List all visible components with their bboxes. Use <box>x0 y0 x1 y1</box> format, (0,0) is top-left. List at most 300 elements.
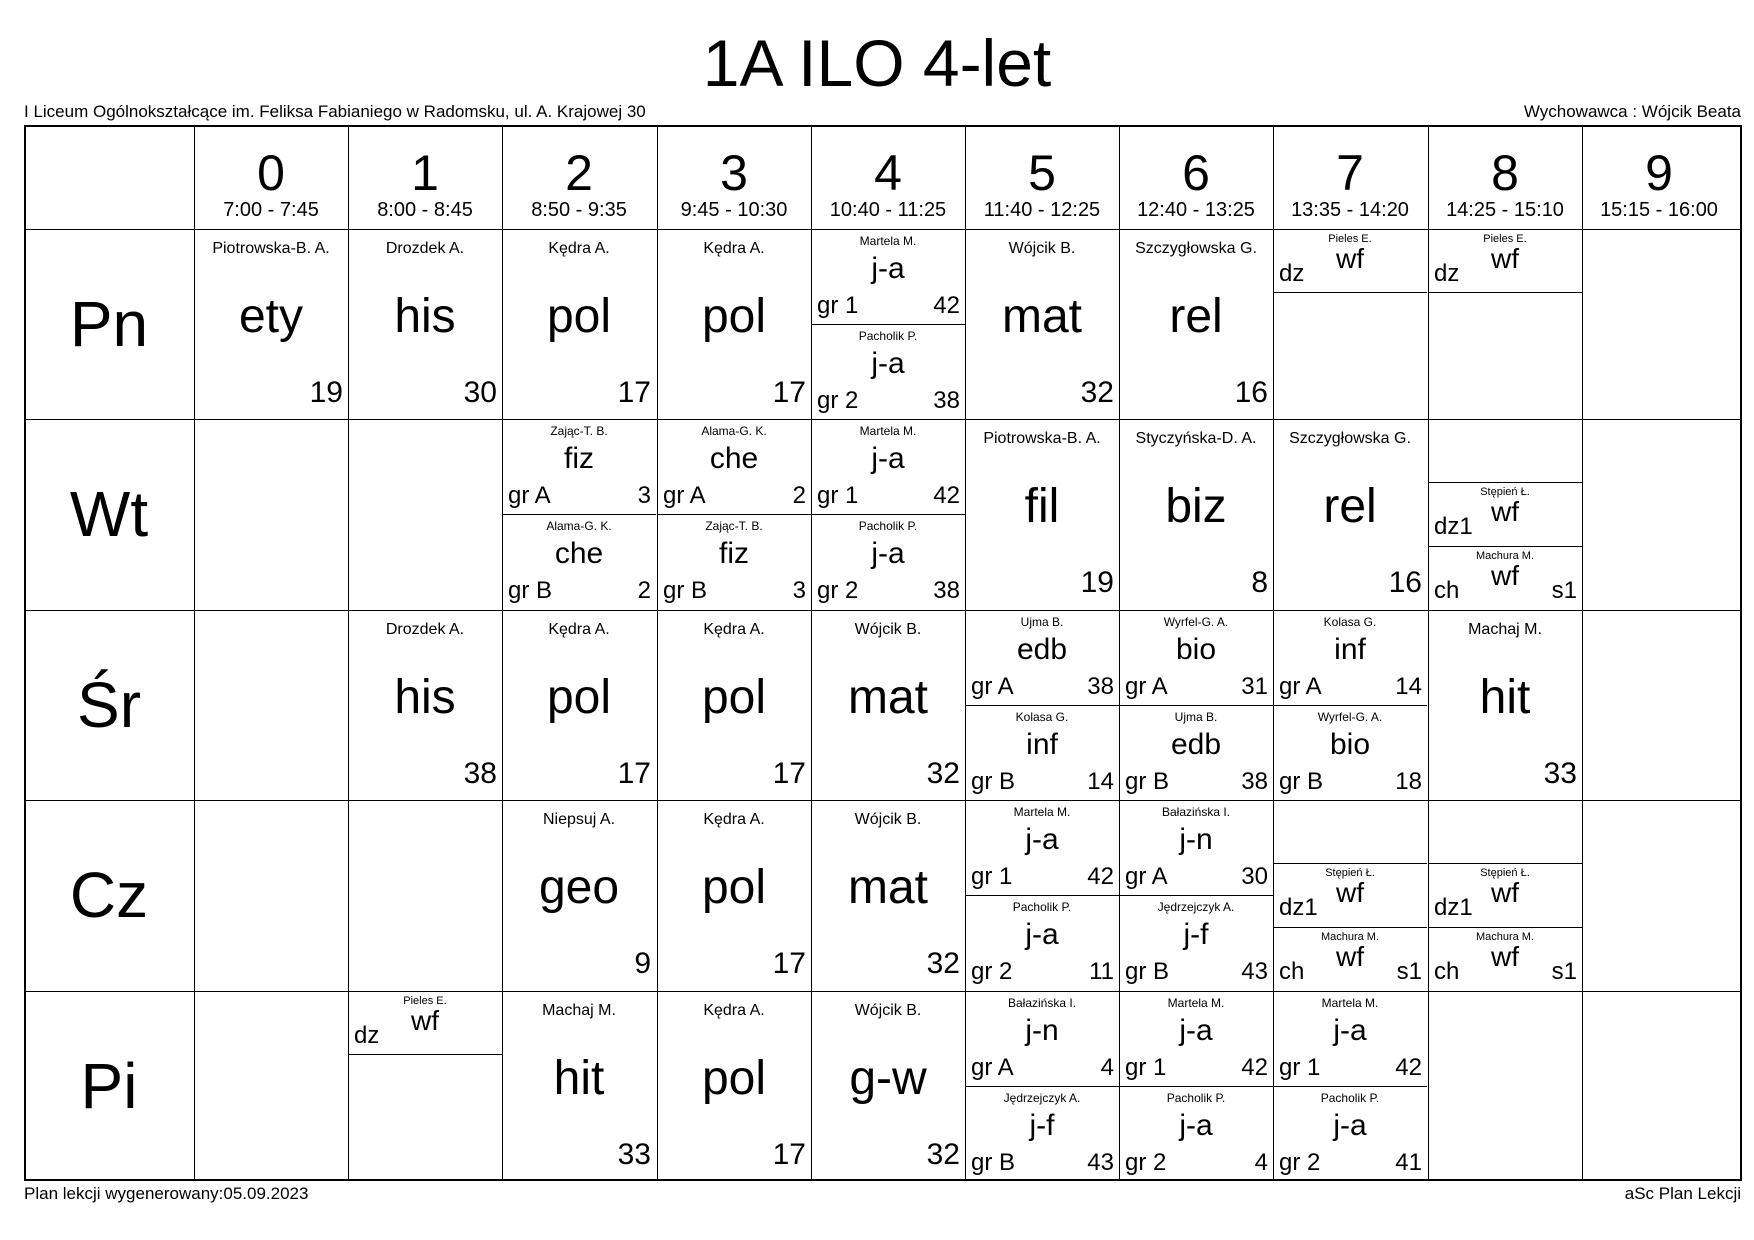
subject-code: wf <box>1491 877 1519 908</box>
subject-code: wf <box>1336 243 1364 274</box>
group-label: gr B <box>971 768 1016 795</box>
group-label: dz <box>1279 260 1305 287</box>
subject-code: wf <box>1491 941 1519 972</box>
lesson-cell <box>811 610 965 800</box>
day-label: Śr <box>77 669 141 741</box>
room-number: 9 <box>634 947 651 980</box>
lesson-half <box>1119 800 1273 895</box>
group-label: gr 1 <box>817 482 859 509</box>
cell-divider <box>965 895 1119 896</box>
subject-code: mat <box>1001 290 1082 343</box>
subject-code: j-n <box>1179 823 1213 856</box>
lesson-half <box>965 991 1119 1086</box>
cell-divider <box>965 705 1119 706</box>
lesson-quarter <box>348 991 502 1054</box>
room-number: 17 <box>617 757 651 790</box>
room-number: 17 <box>772 376 806 409</box>
lesson-block <box>811 991 965 1181</box>
room-number: 8 <box>1251 566 1268 599</box>
subject-code: pol <box>546 671 612 724</box>
teacher-name: Wyrfel-G. A. <box>1163 615 1229 629</box>
cell-divider <box>1428 292 1582 293</box>
room-number: 38 <box>463 757 497 790</box>
teacher-name: Kędra A. <box>703 240 765 257</box>
period-number: 7 <box>1336 145 1364 201</box>
room-number: 19 <box>1080 566 1114 599</box>
room-number: 14 <box>1087 768 1114 795</box>
lesson-cell <box>1273 419 1427 609</box>
period-time: 11:40 - 12:25 <box>983 199 1101 221</box>
lesson-cell <box>1428 610 1582 800</box>
room-number: 4 <box>1254 1149 1268 1176</box>
subject-code: pol <box>546 290 612 343</box>
teacher-name: Alama-G. K. <box>701 424 767 438</box>
group-label: gr 2 <box>1125 1149 1167 1176</box>
lesson-cell <box>348 229 502 419</box>
lesson-block <box>657 610 811 800</box>
subject-code: fiz <box>564 442 594 475</box>
room-number: 38 <box>933 387 960 414</box>
subject-code: mat <box>847 671 928 724</box>
subject-code: inf <box>1026 728 1058 761</box>
teacher-name: Wójcik B. <box>854 811 922 828</box>
group-label: dz <box>354 1022 380 1049</box>
lesson-cell <box>502 610 656 800</box>
lesson-cell <box>348 610 502 800</box>
lesson-cell <box>1428 419 1582 609</box>
teacher-name: Zając-T. B. <box>550 424 608 438</box>
period-time: 15:15 - 16:00 <box>1600 199 1718 221</box>
lesson-block <box>657 991 811 1181</box>
lesson-cell <box>502 419 656 609</box>
subject-code: rel <box>1323 480 1377 533</box>
group-label: gr B <box>1125 768 1170 795</box>
lesson-block <box>1273 419 1427 609</box>
teacher-name: Martela M. <box>859 234 917 248</box>
teacher-name: Piotrowska-B. A. <box>983 430 1101 447</box>
subject-code: wf <box>1336 941 1364 972</box>
subject-code: j-n <box>1025 1014 1059 1047</box>
room-number: 3 <box>792 577 806 604</box>
lesson-cell <box>502 229 656 419</box>
lesson-half <box>811 419 965 514</box>
teacher-name: Szczygłowska G. <box>1135 240 1257 257</box>
teacher-name: Kolasa G. <box>1015 710 1069 724</box>
teacher-name: Szczygłowska G. <box>1289 430 1411 447</box>
subject-code: fil <box>1024 480 1060 533</box>
lesson-cell <box>348 991 502 1181</box>
day-label: Wt <box>69 478 149 550</box>
teacher-name: Pieles E. <box>403 995 447 1007</box>
period-header <box>1428 125 1582 229</box>
lesson-cell <box>1273 610 1427 800</box>
teacher-name: Bałazińska I. <box>1007 996 1077 1010</box>
teacher-name: Wójcik B. <box>1008 240 1076 257</box>
class-tutor: Wychowawca : Wójcik Beata <box>1523 102 1741 121</box>
period-header <box>194 125 348 229</box>
period-number: 6 <box>1182 145 1210 201</box>
subject-code: biz <box>1165 480 1227 533</box>
lesson-half <box>965 895 1119 990</box>
room-number: 42 <box>1087 863 1114 890</box>
subject-code: j-f <box>1029 1109 1055 1142</box>
cell-divider <box>1119 1086 1273 1087</box>
cell-divider <box>1273 927 1427 928</box>
group-label: gr B <box>1125 958 1170 985</box>
day-label: Pi <box>80 1050 138 1122</box>
lesson-cell <box>1119 229 1273 419</box>
room-number: 30 <box>1241 863 1268 890</box>
cell-divider <box>502 514 656 515</box>
lesson-quarter <box>1428 927 1582 990</box>
lesson-block <box>1119 229 1273 419</box>
lesson-block <box>348 610 502 800</box>
lesson-quarter <box>1273 927 1427 990</box>
room-number: 31 <box>1241 673 1268 700</box>
teacher-name: Martela M. <box>859 424 917 438</box>
room-number: 42 <box>1395 1054 1422 1081</box>
subject-code: g-w <box>849 1052 927 1105</box>
subject-code: hit <box>1479 671 1531 724</box>
lesson-cell <box>502 991 656 1181</box>
teacher-name: Ujma B. <box>1174 710 1218 724</box>
lesson-quarter <box>1428 863 1582 926</box>
lesson-block <box>811 800 965 990</box>
subject-code: his <box>394 671 456 724</box>
room-number: 38 <box>1241 768 1268 795</box>
room-number: 16 <box>1234 376 1268 409</box>
lesson-block <box>194 229 348 419</box>
room-number: 17 <box>772 1138 806 1171</box>
group-label: gr B <box>663 577 708 604</box>
room-number: 33 <box>1543 757 1577 790</box>
school-name: I Liceum Ogólnokształcące im. Feliksa Fabianiego w Radomsku, ul. A. Krajowej 30 <box>24 102 646 121</box>
empty-slot <box>1428 419 1582 482</box>
lesson-half <box>1119 895 1273 990</box>
lesson-cell <box>1119 800 1273 990</box>
cell-divider <box>1119 705 1273 706</box>
lesson-cell <box>657 610 811 800</box>
room-number: 43 <box>1087 1149 1114 1176</box>
generator-brand: aSc Plan Lekcji <box>1624 1184 1741 1203</box>
lesson-cell <box>811 800 965 990</box>
lesson-block <box>965 229 1119 419</box>
lesson-cell <box>1428 229 1582 419</box>
teacher-name: Pieles E. <box>1328 233 1372 245</box>
lesson-block <box>657 229 811 419</box>
group-label: dz1 <box>1434 894 1473 921</box>
lesson-cell <box>194 229 348 419</box>
lesson-block <box>502 610 656 800</box>
group-label: gr 2 <box>817 387 859 414</box>
subject-code: j-a <box>871 537 905 570</box>
day-label: Pn <box>69 288 149 360</box>
subject-code: mat <box>847 861 928 914</box>
teacher-name: Wójcik B. <box>854 621 922 638</box>
subject-code: rel <box>1169 290 1223 343</box>
period-header <box>348 125 502 229</box>
lesson-cell <box>657 419 811 609</box>
lesson-quarter <box>1273 229 1427 292</box>
lesson-quarter <box>1428 482 1582 545</box>
teacher-name: Pacholik P. <box>858 519 918 533</box>
subject-code: j-a <box>1179 1014 1213 1047</box>
group-label: gr A <box>1125 863 1168 890</box>
room-number: 2 <box>637 577 651 604</box>
empty-slot <box>1428 800 1582 863</box>
teacher-name: Zając-T. B. <box>705 519 763 533</box>
room-number: 41 <box>1395 1149 1422 1176</box>
subject-code: hit <box>553 1052 605 1105</box>
lesson-block <box>811 610 965 800</box>
empty-slot <box>1273 800 1427 863</box>
teacher-name: Drozdek A. <box>385 621 465 638</box>
room-number: 32 <box>926 1138 960 1171</box>
lesson-cell <box>657 991 811 1181</box>
group-label: gr 2 <box>817 577 859 604</box>
group-label: gr A <box>971 1054 1014 1081</box>
lesson-half <box>1119 991 1273 1086</box>
period-number: 1 <box>411 145 439 201</box>
lesson-half <box>965 800 1119 895</box>
teacher-name: Machaj M. <box>542 1002 616 1019</box>
group-label: dz1 <box>1434 513 1473 540</box>
lesson-half <box>1119 610 1273 705</box>
teacher-name: Machaj M. <box>1468 621 1542 638</box>
teacher-name: Stępień Ł. <box>1480 486 1530 498</box>
group-label: gr B <box>508 577 553 604</box>
subject-code: j-a <box>1179 1109 1213 1142</box>
lesson-quarter <box>1428 546 1582 609</box>
period-number: 3 <box>720 145 748 201</box>
lesson-cell <box>965 229 1119 419</box>
subject-code: wf <box>1336 877 1364 908</box>
group-label: gr B <box>1279 768 1324 795</box>
room-number: 18 <box>1395 768 1422 795</box>
teacher-name: Drozdek A. <box>385 240 465 257</box>
lesson-half <box>657 514 811 609</box>
group-label: dz1 <box>1279 894 1318 921</box>
lesson-block <box>657 800 811 990</box>
period-header <box>502 125 656 229</box>
lesson-cell <box>1428 800 1582 990</box>
subject-code: bio <box>1175 633 1217 666</box>
teacher-name: Ujma B. <box>1020 615 1064 629</box>
teacher-name: Wyrfel-G. A. <box>1317 710 1383 724</box>
cell-divider <box>1273 705 1427 706</box>
lesson-block <box>502 991 656 1181</box>
group-label: ch <box>1434 577 1460 604</box>
teacher-name: Kędra A. <box>703 811 765 828</box>
subject-code: wf <box>1491 560 1519 591</box>
subject-code: j-f <box>1183 918 1209 951</box>
teacher-name: Pacholik P. <box>1012 900 1072 914</box>
subject-code: wf <box>1491 496 1519 527</box>
subject-code: edb <box>1016 633 1068 666</box>
teacher-name: Kolasa G. <box>1323 615 1377 629</box>
room-number: 17 <box>772 757 806 790</box>
period-time: 14:25 - 15:10 <box>1446 199 1564 221</box>
lesson-half <box>1119 705 1273 800</box>
subject-code: his <box>394 290 456 343</box>
lesson-cell <box>1273 229 1427 419</box>
subject-code: che <box>709 442 759 475</box>
lesson-half <box>811 324 965 419</box>
group-label: gr B <box>971 1149 1016 1176</box>
teacher-name: Piotrowska-B. A. <box>212 240 330 257</box>
teacher-name: Jędrzejczyk A. <box>1157 900 1235 914</box>
teacher-name: Pacholik P. <box>1166 1091 1226 1105</box>
period-header <box>811 125 965 229</box>
period-number: 0 <box>257 145 285 201</box>
lesson-cell <box>502 800 656 990</box>
group-label: gr 1 <box>1125 1054 1167 1081</box>
subject-code: pol <box>701 290 767 343</box>
cell-divider <box>811 514 965 515</box>
room-number: 42 <box>933 482 960 509</box>
room-number: 43 <box>1241 958 1268 985</box>
teacher-name: Pacholik P. <box>858 329 918 343</box>
cell-divider <box>1428 863 1582 864</box>
lesson-cell <box>965 800 1119 990</box>
lesson-half <box>1273 705 1427 800</box>
subject-code: edb <box>1170 728 1222 761</box>
teacher-name: Martela M. <box>1167 996 1225 1010</box>
room-number: 38 <box>1087 673 1114 700</box>
room-number: 19 <box>309 376 343 409</box>
teacher-name: Kędra A. <box>548 621 610 638</box>
period-time: 13:35 - 14:20 <box>1291 199 1409 221</box>
group-label: gr 1 <box>971 863 1013 890</box>
teacher-name: Pacholik P. <box>1320 1091 1380 1105</box>
lesson-cell <box>965 991 1119 1181</box>
lesson-half <box>657 419 811 514</box>
teacher-name: Stępień Ł. <box>1325 867 1375 879</box>
lesson-quarter <box>1428 229 1582 292</box>
teacher-name: Bałazińska I. <box>1161 805 1231 819</box>
lesson-block <box>348 229 502 419</box>
timetable-grid <box>24 125 1742 1181</box>
subject-code: inf <box>1334 633 1366 666</box>
group-label: gr 2 <box>971 958 1013 985</box>
room-number: 17 <box>772 947 806 980</box>
period-number: 5 <box>1028 145 1056 201</box>
subject-code: pol <box>701 671 767 724</box>
subject-code: pol <box>701 1052 767 1105</box>
lesson-half <box>502 419 656 514</box>
group-label: gr A <box>971 673 1014 700</box>
group-label: ch <box>1279 958 1305 985</box>
period-header <box>965 125 1119 229</box>
subject-code: j-a <box>871 442 905 475</box>
cell-divider <box>1119 895 1273 896</box>
teacher-name: Machura M. <box>1475 931 1535 943</box>
period-number: 9 <box>1645 145 1673 201</box>
subject-code: j-a <box>1025 823 1059 856</box>
subject-code: j-a <box>1333 1014 1367 1047</box>
group-label: gr 1 <box>817 292 859 319</box>
lesson-cell <box>1119 610 1273 800</box>
lesson-half <box>811 514 965 609</box>
room-number: 38 <box>933 577 960 604</box>
room-number: 17 <box>617 376 651 409</box>
room-number: s1 <box>1551 577 1577 604</box>
period-time: 9:45 - 10:30 <box>680 199 788 221</box>
lesson-cell <box>657 229 811 419</box>
lesson-half <box>965 705 1119 800</box>
subject-code: j-a <box>871 252 905 285</box>
teacher-name: Machura M. <box>1475 550 1535 562</box>
period-number: 2 <box>565 145 593 201</box>
lesson-cell <box>811 229 965 419</box>
subject-code: j-a <box>1025 918 1059 951</box>
teacher-name: Martela M. <box>1321 996 1379 1010</box>
subject-code: ety <box>238 290 304 343</box>
room-number: 33 <box>617 1138 651 1171</box>
room-number: 32 <box>1080 376 1114 409</box>
lesson-block <box>502 800 656 990</box>
room-number: 42 <box>1241 1054 1268 1081</box>
lesson-half <box>965 610 1119 705</box>
generated-date: Plan lekcji wygenerowany:05.09.2023 <box>24 1184 309 1203</box>
teacher-name: Kędra A. <box>548 240 610 257</box>
period-header <box>1582 125 1736 229</box>
room-number: 2 <box>792 482 806 509</box>
teacher-name: Wójcik B. <box>854 1002 922 1019</box>
cell-divider <box>657 514 811 515</box>
lesson-half <box>1119 1086 1273 1181</box>
lesson-cell <box>1273 800 1427 990</box>
subject-code: geo <box>538 861 620 914</box>
teacher-name: Jędrzejczyk A. <box>1003 1091 1081 1105</box>
grid-line-vertical <box>1582 125 1583 1181</box>
cell-divider <box>348 1054 502 1055</box>
subject-code: pol <box>701 861 767 914</box>
room-number: 3 <box>637 482 651 509</box>
lesson-cell <box>1119 991 1273 1181</box>
lesson-half <box>965 1086 1119 1181</box>
lesson-half <box>502 514 656 609</box>
period-time: 8:50 - 9:35 <box>531 199 627 221</box>
subject-code: j-a <box>1333 1109 1367 1142</box>
cell-divider <box>1273 292 1427 293</box>
lesson-cell <box>811 991 965 1181</box>
period-header <box>1119 125 1273 229</box>
subject-code: fiz <box>719 537 749 570</box>
lesson-cell <box>1273 991 1427 1181</box>
room-number: 14 <box>1395 673 1422 700</box>
lesson-cell <box>965 419 1119 609</box>
subject-code: che <box>554 537 604 570</box>
room-number: s1 <box>1396 958 1422 985</box>
teacher-name: Styczyńska-D. A. <box>1135 430 1257 447</box>
timetable-title: 1A ILO 4-let <box>702 26 1052 100</box>
subject-code: j-a <box>871 347 905 380</box>
period-time: 12:40 - 13:25 <box>1137 199 1255 221</box>
subject-code: wf <box>1491 243 1519 274</box>
room-number: 32 <box>926 757 960 790</box>
lesson-block <box>1119 419 1273 609</box>
room-number: s1 <box>1551 958 1577 985</box>
lesson-half <box>811 229 965 324</box>
group-label: gr A <box>1125 673 1168 700</box>
teacher-name: Kędra A. <box>703 621 765 638</box>
period-header <box>657 125 811 229</box>
room-number: 32 <box>926 947 960 980</box>
room-number: 16 <box>1388 566 1422 599</box>
lesson-half <box>1273 610 1427 705</box>
period-number: 4 <box>874 145 902 201</box>
